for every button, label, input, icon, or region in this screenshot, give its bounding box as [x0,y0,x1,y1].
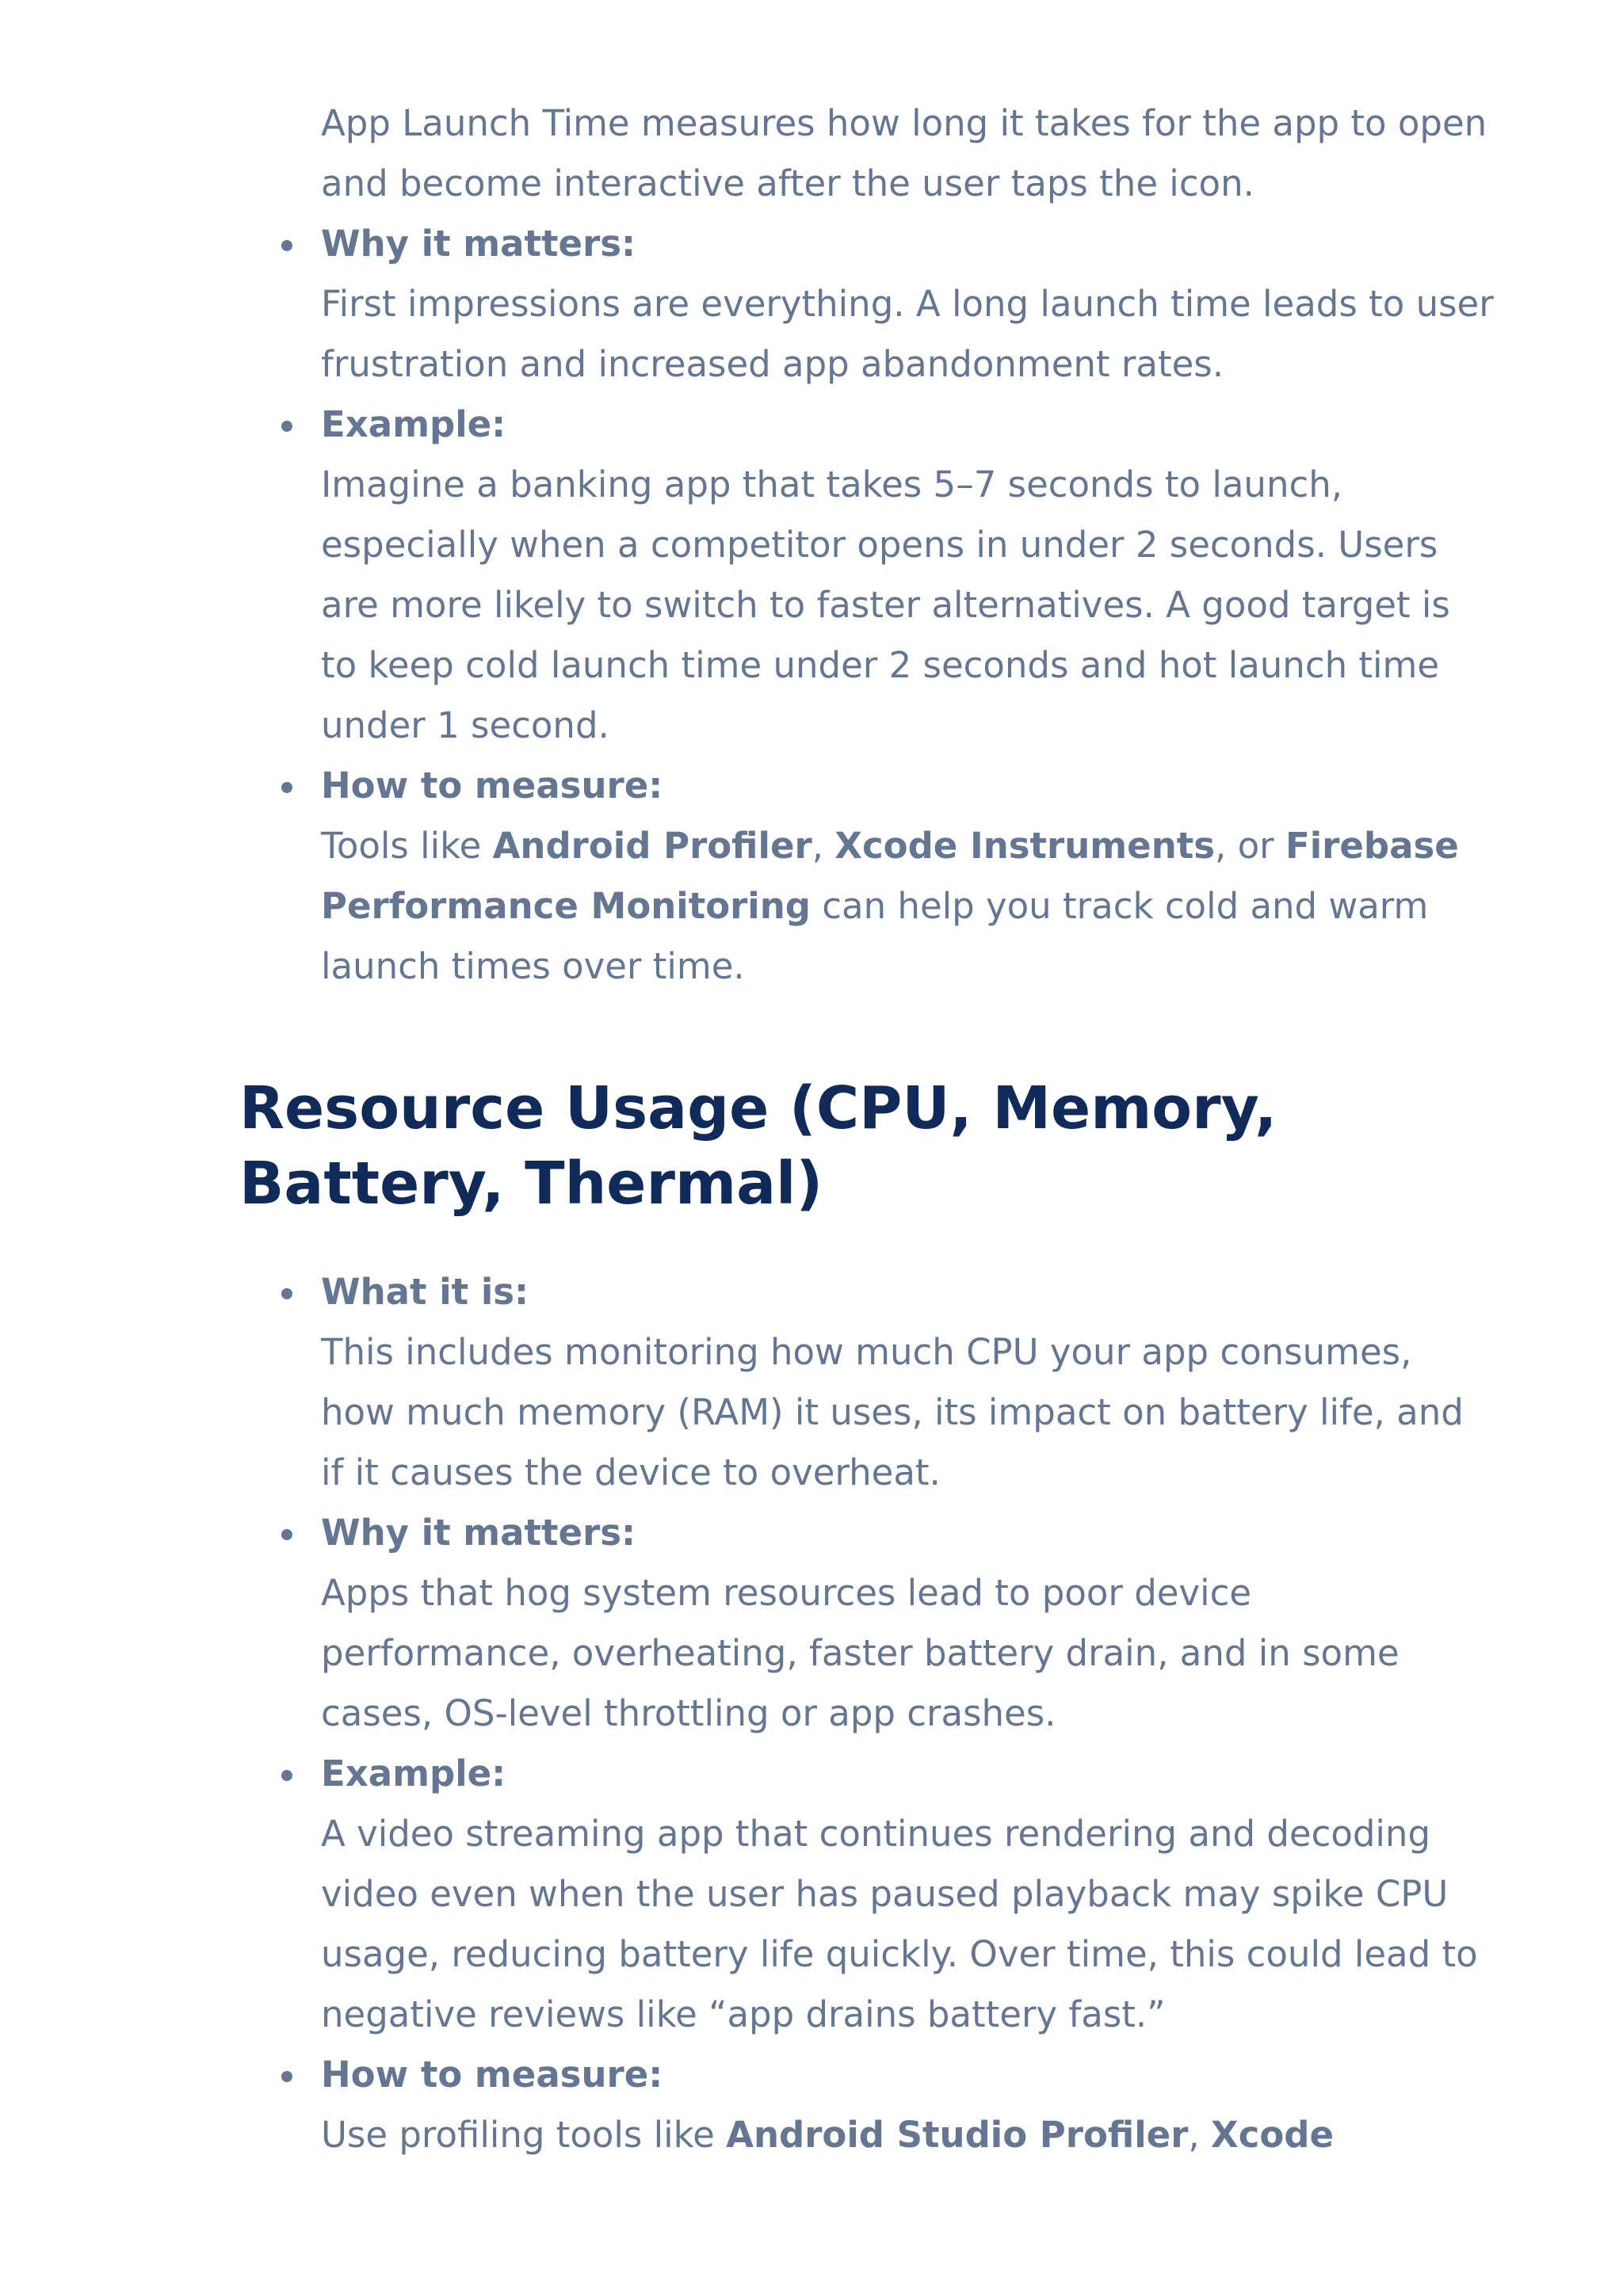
tool-android-studio-profiler: Android Studio Profiler [726,2114,1189,2156]
item-text [321,2105,1494,2165]
separator: , or [1215,825,1285,867]
item-label-why-it-matters: Why it matters: [321,223,636,265]
item-label-example: Example: [321,1753,506,1794]
text-suffix: can help you track cold and warm launch times over time. [321,885,1429,987]
item-text: Imagine a banking app that takes 5–7 seconds to launch, especially when a competitor opens in under 2 seconds. Users are more likely to switch to faster alternatives. A good target is to keep cold launch time under 2 seconds and hot launch time under 1 second. [321,463,1450,746]
item-label-example: Example: [321,403,506,445]
list-item [321,1744,1494,2045]
resource-usage-list [321,1262,1494,2165]
separator: , [812,825,835,867]
list-item [321,1262,1494,1503]
item-text: Apps that hog system resources lead to poor device performance, overheating, faster battery drain, and in some cases, OS-level throttling or app crashes. [321,1572,1400,1734]
separator: , [1188,2114,1211,2156]
section-heading: Resource Usage (CPU, Memory, Battery, Thermal) [239,1074,1277,1218]
list-item [321,756,1494,997]
tool-xcode: Xcode [1211,2114,1335,2156]
tool-firebase-performance-monitoring: Firebase Performance Monitoring [321,825,1459,927]
item-text [321,816,1494,997]
list-item [321,214,1494,395]
tool-xcode-instruments: Xcode Instruments [834,825,1216,867]
text-prefix: Use profiling tools like [321,2114,727,2156]
item-label-how-to-measure: How to measure: [321,765,663,807]
list-item [321,1503,1494,1744]
tool-android-profiler: Android Profiler [492,825,812,867]
item-text: First impressions are everything. A long launch time leads to user frustration and increased app abandonment rates. [321,283,1494,385]
launch-time-intro: App Launch Time measures how long it takes for the app to open and become interactive after the user taps the icon. [321,102,1487,204]
item-text: This includes monitoring how much CPU your app consumes, how much memory (RAM) it uses, its impact on battery life, and if it causes the device to overheat. [321,1331,1464,1493]
item-label-how-to-measure: How to measure: [321,2054,663,2096]
text-prefix: Tools like [321,825,493,867]
item-text: A video streaming app that continues rendering and decoding video even when the user has paused playback may spike CPU usage, reducing battery life quickly. Over time, this could lead to negative reviews like “app drains battery fast.” [321,1813,1478,2035]
list-item [321,395,1494,756]
launch-time-list [321,214,1494,997]
list-item [321,2045,1494,2165]
item-label-why-it-matters: Why it matters: [321,1512,636,1554]
item-label-what-it-is: What it is: [321,1271,529,1313]
